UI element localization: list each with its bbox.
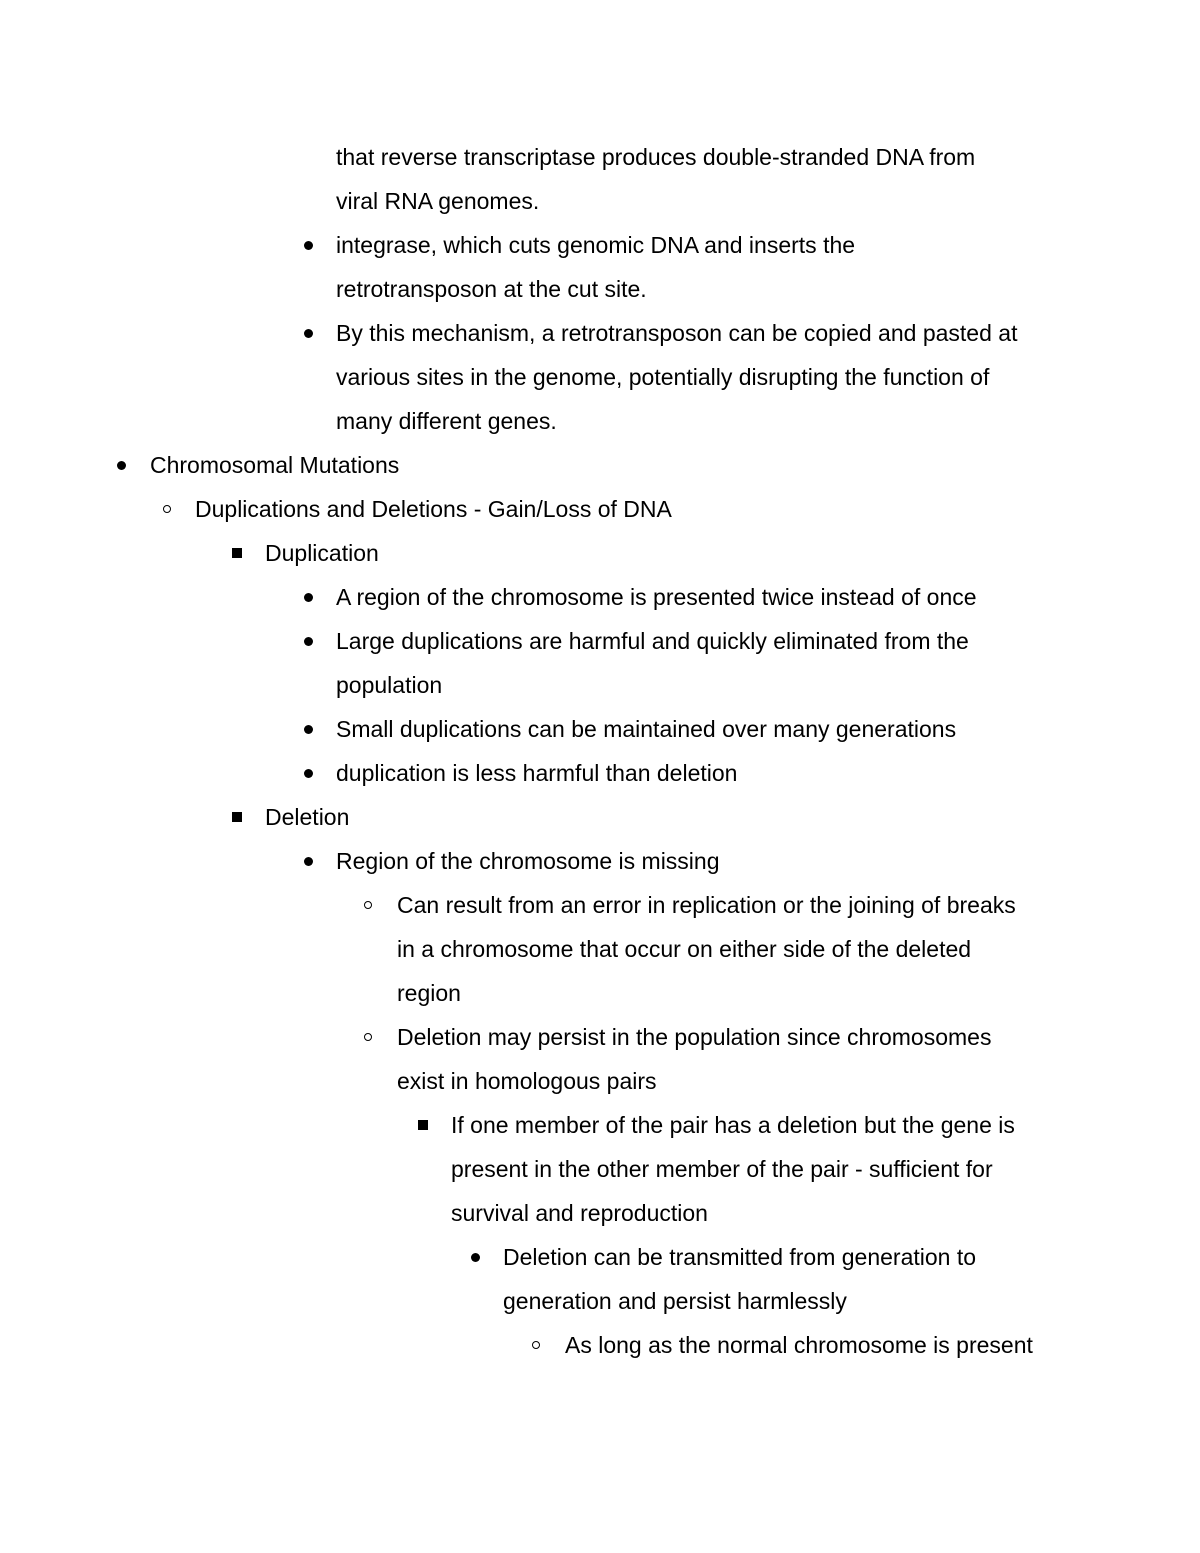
text-line: many different genes. <box>336 408 557 434</box>
text-line: Large duplications are harmful and quickly eliminated from the <box>336 628 969 654</box>
text-line: present in the other member of the pair - sufficient for <box>451 1156 993 1182</box>
bullet-circle-icon <box>364 901 372 909</box>
bullet-dot-icon <box>304 593 313 602</box>
bullet-circle-icon <box>532 1341 540 1349</box>
text-line: If one member of the pair has a deletion but the gene is <box>451 1112 1015 1138</box>
text-line: Can result from an error in replication or the joining of breaks <box>397 892 1016 918</box>
text-line: various sites in the genome, potentially disrupting the function of <box>336 364 990 390</box>
text-line: viral RNA genomes. <box>336 188 540 214</box>
bullet-square-icon <box>232 812 242 822</box>
text-line: By this mechanism, a retrotransposon can be copied and pasted at <box>336 320 1018 346</box>
text-line: Region of the chromosome is missing <box>336 848 720 874</box>
text-line: exist in homologous pairs <box>397 1068 657 1094</box>
text-line: A region of the chromosome is presented twice instead of once <box>336 584 977 610</box>
text-line: region <box>397 980 461 1006</box>
bullet-dot-icon <box>304 329 313 338</box>
bullet-dot-icon <box>117 461 126 470</box>
bullet-dot-icon <box>471 1253 480 1262</box>
text-line: Small duplications can be maintained over many generations <box>336 716 957 742</box>
bullet-dot-icon <box>304 857 313 866</box>
text-line: population <box>336 672 443 698</box>
item-heading: Duplication <box>265 540 379 566</box>
text-line: survival and reproduction <box>451 1200 708 1226</box>
text-line: generation and persist harmlessly <box>503 1288 847 1314</box>
item-heading: Deletion <box>265 804 350 830</box>
text-line: integrase, which cuts genomic DNA and inserts the <box>336 232 856 258</box>
section-heading: Chromosomal Mutations <box>150 452 400 478</box>
bullet-dot-icon <box>304 769 313 778</box>
text-line: that reverse transcriptase produces double-stranded DNA from <box>336 144 976 170</box>
text-line: As long as the normal chromosome is present <box>565 1332 1033 1358</box>
text-line: Deletion may persist in the population since chromosomes <box>397 1024 992 1050</box>
text-line: Deletion can be transmitted from generation to <box>503 1244 977 1270</box>
text-line: in a chromosome that occur on either side of the deleted <box>397 936 972 962</box>
bullet-circle-icon <box>364 1033 372 1041</box>
bullet-dot-icon <box>304 725 313 734</box>
bullet-square-icon <box>418 1120 428 1130</box>
bullet-dot-icon <box>304 241 313 250</box>
bullet-dot-icon <box>304 637 313 646</box>
bullet-square-icon <box>232 548 242 558</box>
subsection-heading: Duplications and Deletions - Gain/Loss of DNA <box>195 496 672 522</box>
bullet-circle-icon <box>163 505 171 513</box>
text-line: retrotransposon at the cut site. <box>336 276 647 302</box>
text-line: duplication is less harmful than deletion <box>336 760 738 786</box>
